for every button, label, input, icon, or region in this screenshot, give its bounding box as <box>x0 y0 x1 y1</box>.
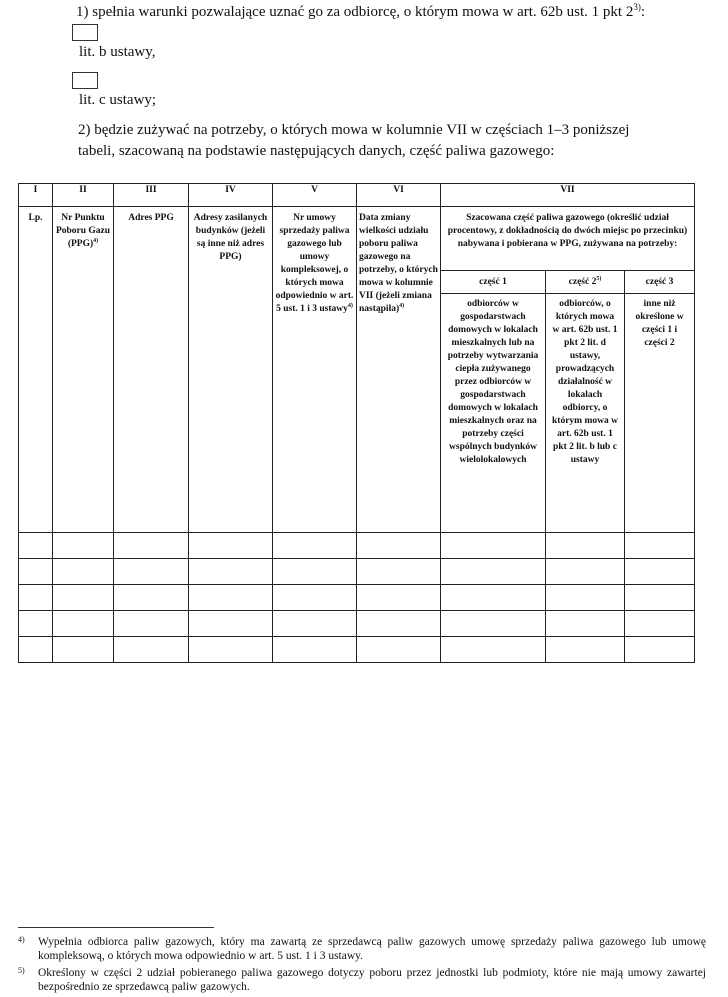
table-cell[interactable] <box>114 585 189 611</box>
part-1-label: część 1 <box>441 271 545 294</box>
table-cell[interactable] <box>53 559 114 585</box>
roman-v: V <box>273 184 357 207</box>
checkbox-lit-c[interactable] <box>72 72 98 89</box>
gas-usage-table <box>18 183 695 663</box>
table-cell[interactable] <box>273 637 357 663</box>
table-cell[interactable] <box>273 533 357 559</box>
table-cell[interactable] <box>357 533 441 559</box>
table-cell[interactable] <box>625 585 695 611</box>
part-1-description: odbiorców w gospodarstwach domowych w lokalach mieszkalnych lub na potrzeby wytwarzania ciepła zużywanego przez odbiorców w gospodarstwach domowych w lokalach mieszkalnych oraz na potrzeby części wspólnych budynków wielolokalowych <box>447 299 539 465</box>
table-cell[interactable] <box>189 559 273 585</box>
footnote-4-number: 4) <box>18 935 25 944</box>
table-row <box>19 559 695 585</box>
table-cell[interactable] <box>19 637 53 663</box>
option-lit-c-label: lit. c ustawy; <box>79 92 157 108</box>
table-cell[interactable] <box>357 637 441 663</box>
part-3-label: część 3 <box>625 271 694 294</box>
roman-vii: VII <box>441 184 695 207</box>
table-cell[interactable] <box>546 585 625 611</box>
table-cell[interactable] <box>114 533 189 559</box>
part-2-label: część 2$^{5)}$ <box>546 271 624 294</box>
table-cell[interactable] <box>625 611 695 637</box>
col-vii-header: Szacowana część paliwa gazowego (określić udział procentowy, z dokładnością do dwóch miejsc po przecinku) nabywana i pobierana w PPG, zużywana na potrzeby: <box>441 207 695 271</box>
part-1-cell <box>441 271 546 533</box>
part-3-cell <box>625 271 695 533</box>
table-row <box>19 637 695 663</box>
table-cell[interactable] <box>19 611 53 637</box>
table-cell[interactable] <box>546 533 625 559</box>
footnote-5-number: 5) <box>18 966 25 975</box>
table-cell[interactable] <box>189 637 273 663</box>
table-cell[interactable] <box>441 637 546 663</box>
footnote-4-text: Wypełnia odbiorca paliw gazowych, który ma zawartą ze sprzedawcą paliw gazowych umowę sprzedaży paliwa gazowego lub umowę kompleksową, o których mowa odpowiednio w art. 5 ust. 1 i 3 ustawy. <box>38 936 706 962</box>
col-ppg: Nr Punktu Poboru Gazu (PPG)$^{4)}$ <box>53 207 114 533</box>
roman-iv: IV <box>189 184 273 207</box>
table-cell[interactable] <box>273 611 357 637</box>
table-cell[interactable] <box>357 585 441 611</box>
roman-header-row <box>19 184 695 207</box>
item-2-line-2: tabeli, szacowaną na podstawie następujących danych, część paliwa gazowego: <box>78 143 555 159</box>
table-cell[interactable] <box>53 637 114 663</box>
table-cell[interactable] <box>19 533 53 559</box>
col-adres-ppg: Adres PPG <box>114 207 189 533</box>
table-row <box>19 533 695 559</box>
col-lp: Lp. <box>19 207 53 533</box>
column-header-row <box>19 207 695 271</box>
table-cell[interactable] <box>114 611 189 637</box>
col-nr-umowy: Nr umowy sprzedaży paliwa gazowego lub umowy kompleksowej, o których mowa odpowiednio w art. 5 ust. 1 i 3 ustawy$^{4)}$ <box>273 207 357 533</box>
part-2-description: odbiorców, o których mowa w art. 62b ust. 1 pkt 2 lit. d ustawy, prowadzących działalność w lokalach odbiorcy, o którym mowa w art. 62b ust. 1 pkt 2 lit. b lub c ustawy <box>552 299 618 465</box>
table-row <box>19 585 695 611</box>
option-lit-b-label: lit. b ustawy, <box>79 44 156 60</box>
table-cell[interactable] <box>189 585 273 611</box>
table-cell[interactable] <box>273 585 357 611</box>
table-row <box>19 611 695 637</box>
item-1-text: 1) spełnia warunki pozwalające uznać go za odbiorcę, o którym mowa w art. 62b ust. 1 pkt 2$^{3)}$: <box>76 2 646 20</box>
item-2-line-1: 2) będzie zużywać na potrzeby, o których mowa w kolumnie VII w częściach 1–3 poniższej <box>78 122 630 138</box>
footnote-divider <box>18 927 214 928</box>
col-data-zmiany: Data zmiany wielkości udziału poboru paliwa gazowego na potrzeby, o których mowa w kolumnie VII (jeżeli zmiana nastąpiła)$^{4)}$ <box>357 207 441 533</box>
table-cell[interactable] <box>357 559 441 585</box>
table-cell[interactable] <box>357 611 441 637</box>
roman-ii: II <box>53 184 114 207</box>
footnote-5-text: Określony w części 2 udział pobieranego paliwa gazowego dotyczy poboru przez jednostki lub podmioty, które nie mają umowy zawartej bezpośrednio ze sprzedawcą paliw gazowych. <box>38 967 706 993</box>
table-cell[interactable] <box>53 533 114 559</box>
table-cell[interactable] <box>53 611 114 637</box>
table-cell[interactable] <box>546 611 625 637</box>
table-cell[interactable] <box>625 533 695 559</box>
table-cell[interactable] <box>273 559 357 585</box>
table-cell[interactable] <box>441 611 546 637</box>
table-cell[interactable] <box>441 585 546 611</box>
table-cell[interactable] <box>546 637 625 663</box>
roman-i: I <box>19 184 53 207</box>
table-cell[interactable] <box>625 559 695 585</box>
table-cell[interactable] <box>546 559 625 585</box>
roman-iii: III <box>114 184 189 207</box>
table-cell[interactable] <box>189 611 273 637</box>
roman-vi: VI <box>357 184 441 207</box>
table-cell[interactable] <box>441 533 546 559</box>
part-2-cell <box>546 271 625 533</box>
table-cell[interactable] <box>19 585 53 611</box>
table-cell[interactable] <box>441 559 546 585</box>
table-cell[interactable] <box>189 533 273 559</box>
table-cell[interactable] <box>53 585 114 611</box>
table-cell[interactable] <box>114 637 189 663</box>
table-cell[interactable] <box>625 637 695 663</box>
checkbox-lit-b[interactable] <box>72 24 98 41</box>
part-3-description: inne niż określone w części 1 i części 2 <box>635 299 684 348</box>
table-cell[interactable] <box>19 559 53 585</box>
table-cell[interactable] <box>114 559 189 585</box>
col-adresy-budynkow: Adresy zasilanych budynków (jeżeli są inne niż adres PPG) <box>189 207 273 533</box>
